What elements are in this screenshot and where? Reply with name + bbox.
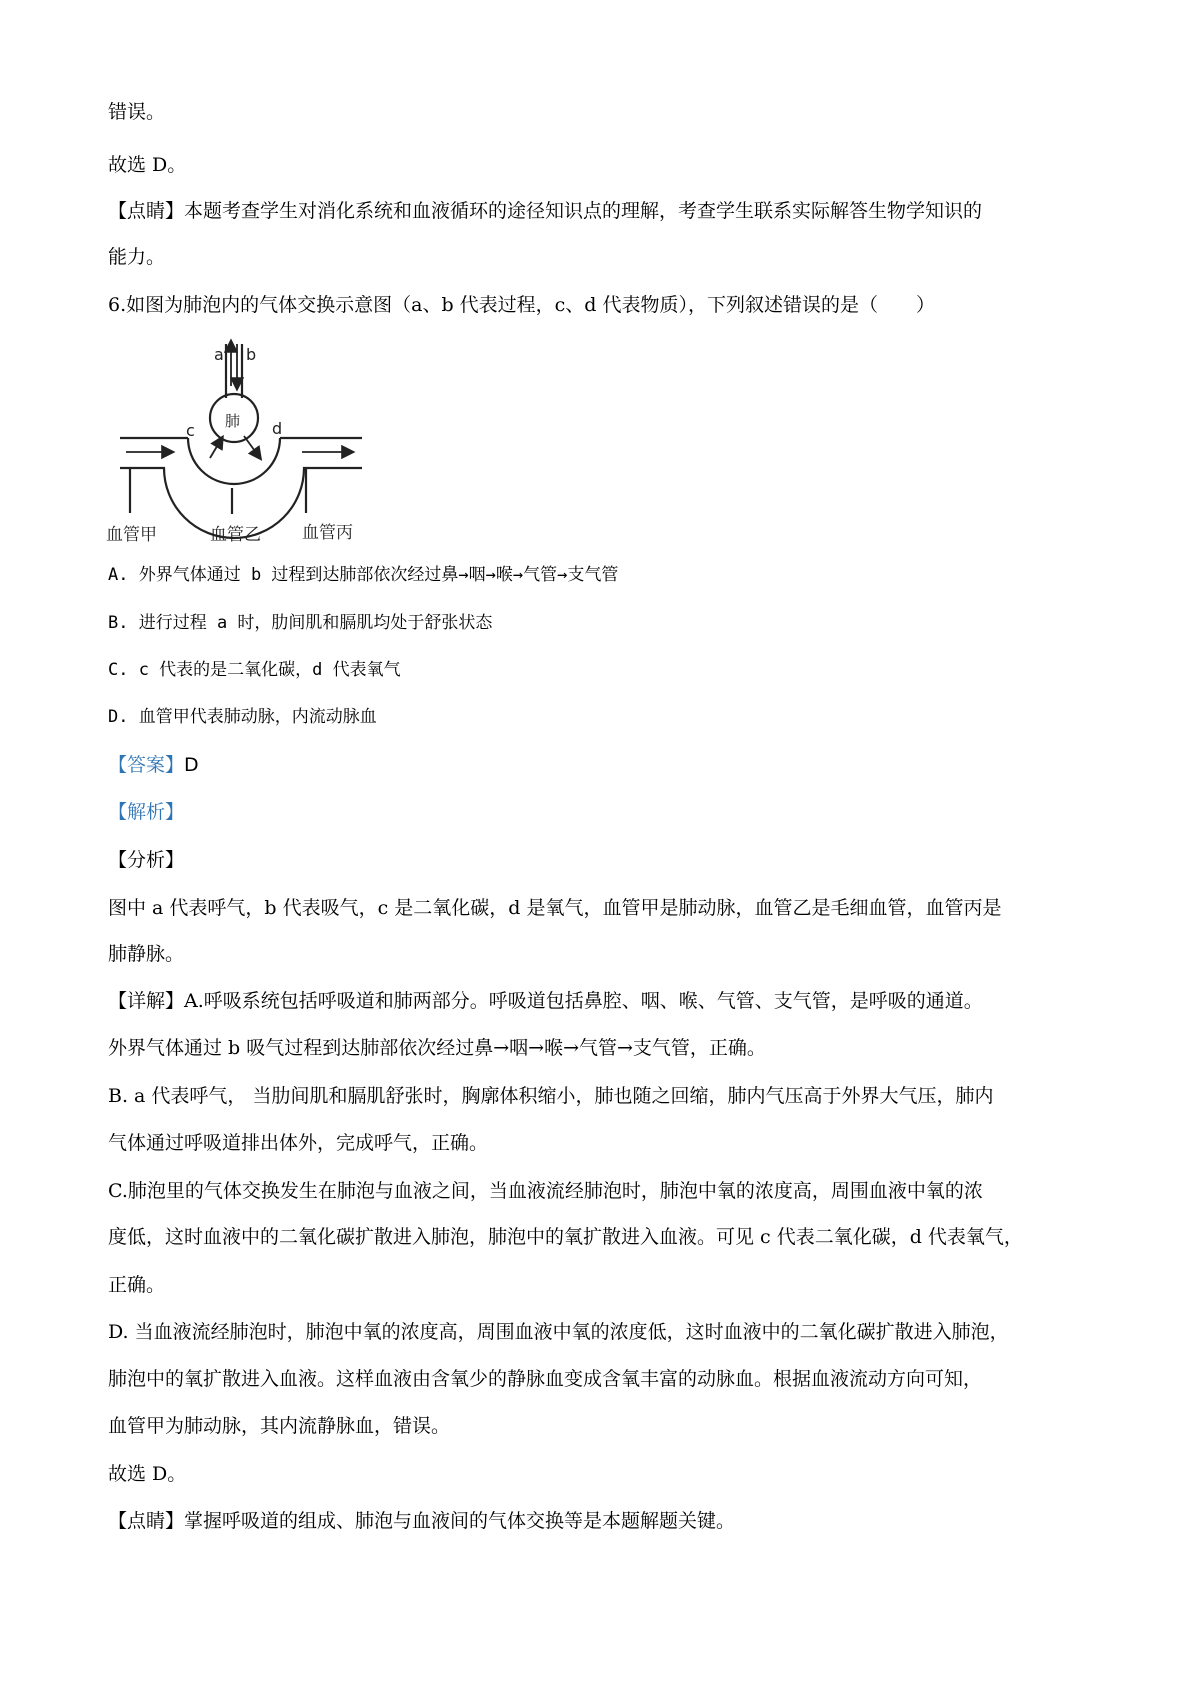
alveolus-gas-exchange-diagram <box>106 338 382 548</box>
detail-line: 肺泡中的氧扩散进入血液。这样血液由含氧少的静脉血变成含氧丰富的动脉血。根据血液流动方向可知， <box>108 1368 983 1390</box>
label-a: a <box>214 345 224 364</box>
label-c: c <box>186 421 195 440</box>
detail-line: D. 当血液流经肺泡时，肺泡中氧的浓度高，周围血液中氧的浓度低，这时血液中的二氧化碳扩散进入肺泡， <box>108 1321 1009 1343</box>
answer-label: 【答案】 <box>108 754 185 776</box>
detail-line: 外界气体通过 b 吸气过程到达肺部依次经过鼻→咽→喉→气管→支气管，正确。 <box>108 1037 766 1059</box>
option-a: A. 外界气体通过 b 过程到达肺部依次经过鼻→咽→喉→气管→支气管 <box>108 565 619 585</box>
prev-text-line: 【点睛】本题考查学生对消化系统和血液循环的途径知识点的理解，考查学生联系实际解答生物学知识的 <box>108 200 983 222</box>
detail-line: 故选 D。 <box>108 1463 187 1485</box>
label-lung: 肺 <box>225 412 241 430</box>
question-stem: 6.如图为肺泡内的气体交换示意图（a、b 代表过程，c、d 代表物质），下列叙述错误的是（ ） <box>108 294 936 316</box>
detail-line: 气体通过呼吸道排出体外，完成呼气，正确。 <box>108 1132 489 1154</box>
label-vessel-bing: 血管丙 <box>302 523 353 543</box>
detail-line: 【详解】A.呼吸系统包括呼吸道和肺两部分。呼吸道包括鼻腔、咽、喉、气管、支气管，是呼吸的通道。 <box>108 990 983 1012</box>
prev-text-line: 能力。 <box>108 246 166 268</box>
label-b: b <box>246 345 257 364</box>
dianjing-line: 【点睛】掌握呼吸道的组成、肺泡与血液间的气体交换等是本题解题关键。 <box>108 1510 736 1532</box>
prev-text-line: 错误。 <box>108 101 166 123</box>
detail-line: 度低，这时血液中的二氧化碳扩散进入肺泡，肺泡中的氧扩散进入血液。可见 c 代表二氧化碳，d 代表氧气， <box>108 1226 1023 1248</box>
fenxi-heading: 【分析】 <box>108 849 185 871</box>
option-c: C. c 代表的是二氧化碳，d 代表氧气 <box>108 660 401 680</box>
detail-line: 血管甲为肺动脉，其内流静脉血，错误。 <box>108 1415 451 1437</box>
jiexi-heading: 【解析】 <box>108 801 185 823</box>
label-d: d <box>272 419 283 438</box>
option-d: D. 血管甲代表肺动脉，内流动脉血 <box>108 707 377 727</box>
option-b: B. 进行过程 a 时，肋间肌和膈肌均处于舒张状态 <box>108 613 493 633</box>
label-vessel-yi: 血管乙 <box>210 525 261 545</box>
detail-line: B. a 代表呼气， 当肋间肌和膈肌舒张时，胸廓体积缩小，肺也随之回缩，肺内气压高于外界大气压，肺内 <box>108 1085 994 1107</box>
label-vessel-jia: 血管甲 <box>106 525 157 545</box>
analysis-line: 肺静脉。 <box>108 943 185 965</box>
answer-value: D <box>184 754 199 776</box>
detail-line: C.肺泡里的气体交换发生在肺泡与血液之间，当血液流经肺泡时，肺泡中氧的浓度高，周围血液中氧的浓 <box>108 1180 983 1202</box>
detail-line: 正确。 <box>108 1274 166 1296</box>
answer-line <box>108 752 199 778</box>
prev-text-line: 故选 D。 <box>108 154 187 176</box>
analysis-line: 图中 a 代表呼气，b 代表吸气，c 是二氧化碳，d 是氧气，血管甲是肺动脉，血管乙是毛细血管，血管丙是 <box>108 897 1002 919</box>
